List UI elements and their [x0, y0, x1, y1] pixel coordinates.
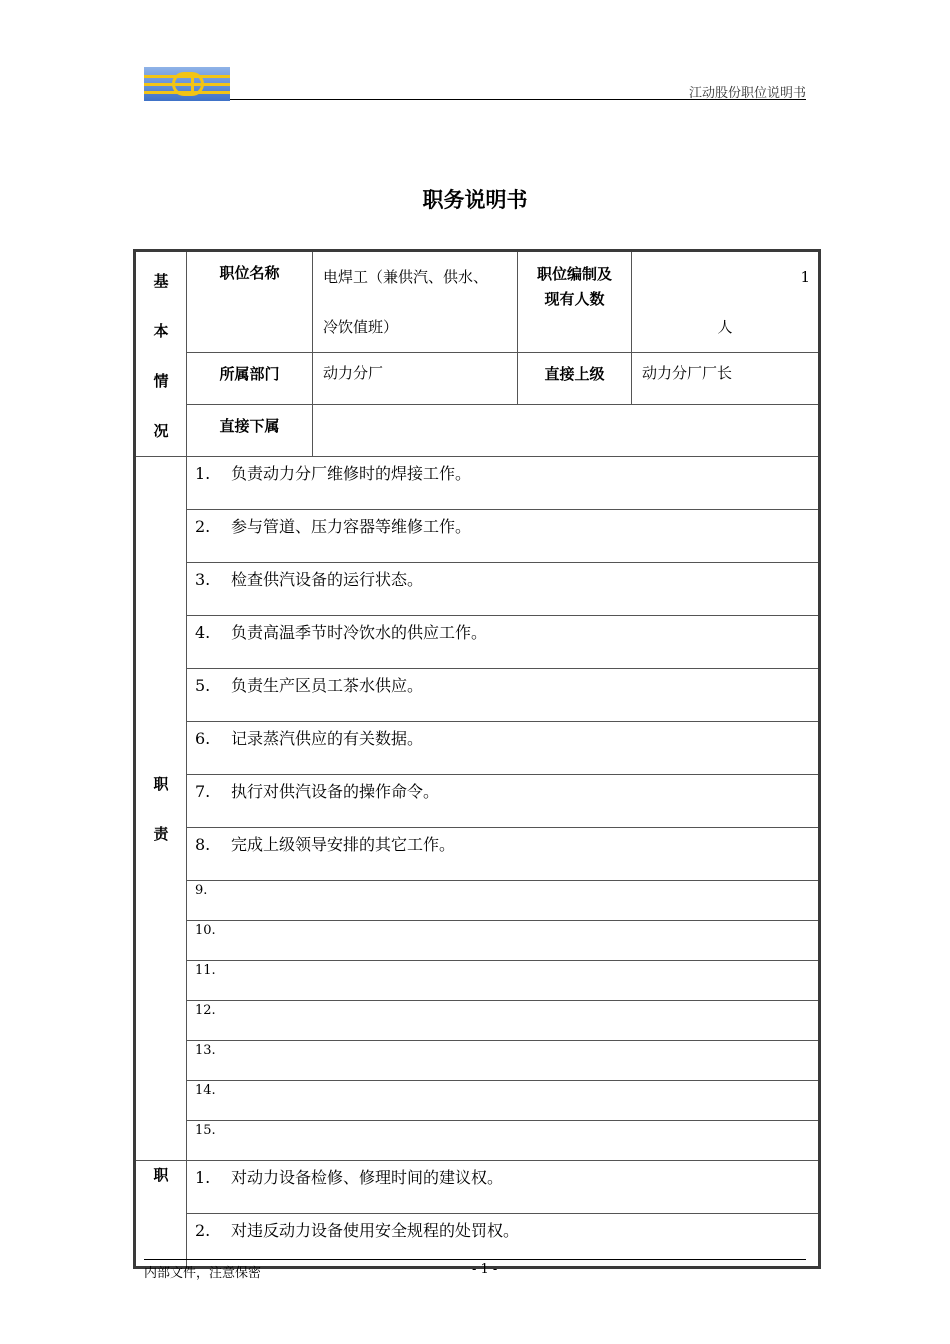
list-item: 9. — [187, 881, 818, 921]
list-item: 11. — [187, 961, 818, 1001]
list-item: 2. 对违反动力设备使用安全规程的处罚权。 — [195, 1221, 520, 1240]
section-basic-label: 基 本 情 况 — [135, 251, 187, 457]
list-item: 4. 负责高温季节时冷饮水的供应工作。 — [187, 616, 818, 669]
rights-list — [187, 1161, 818, 1266]
list-item: 5. 负责生产区员工茶水供应。 — [187, 669, 818, 722]
list-item: 15. — [195, 1123, 216, 1138]
list-item: 12. — [187, 1001, 818, 1041]
header-divider — [230, 99, 806, 100]
department-value: 动力分厂 — [313, 353, 518, 405]
list-item: 3. 检查供汽设备的运行状态。 — [187, 563, 818, 616]
header-title: 江动股份职位说明书 — [688, 86, 806, 101]
list-item: 7. 执行对供汽设备的操作命令。 — [187, 775, 818, 828]
footer-divider — [144, 1259, 806, 1260]
position-name-label: 职位名称 — [187, 251, 313, 353]
section-duties-label: 职 责 — [135, 457, 187, 1161]
headcount-label: 职位编制及 现有人数 — [518, 251, 632, 353]
superior-value: 动力分厂厂长 — [632, 353, 820, 405]
list-item: 13. — [187, 1041, 818, 1081]
document-title: 职务说明书 — [422, 188, 528, 212]
headcount-value: 1 人 — [632, 251, 820, 353]
section-rights-label: 职 — [135, 1161, 187, 1268]
list-item: 1. 对动力设备检修、修理时间的建议权。 — [187, 1161, 818, 1214]
subordinate-value — [313, 405, 820, 457]
superior-label: 直接上级 — [518, 353, 632, 405]
list-item: 1. 负责动力分厂维修时的焊接工作。 — [187, 457, 818, 510]
duties-list — [187, 457, 818, 1160]
subordinate-label: 直接下属 — [187, 405, 313, 457]
list-item: 6. 记录蒸汽供应的有关数据。 — [187, 722, 818, 775]
list-item: 10. — [187, 921, 818, 961]
position-name-value: 电焊工（兼供汽、供水、 冷饮值班） — [313, 251, 518, 353]
footer-confidential: 内部文件，注意保密 — [144, 1266, 262, 1281]
footer-page-number: - 1 - — [472, 1262, 498, 1277]
job-description-table — [133, 249, 821, 1269]
department-label: 所属部门 — [187, 353, 313, 405]
company-logo — [144, 67, 230, 101]
list-item: 8. 完成上级领导安排的其它工作。 — [187, 828, 818, 881]
list-item: 14. — [187, 1081, 818, 1121]
list-item: 2. 参与管道、压力容器等维修工作。 — [187, 510, 818, 563]
